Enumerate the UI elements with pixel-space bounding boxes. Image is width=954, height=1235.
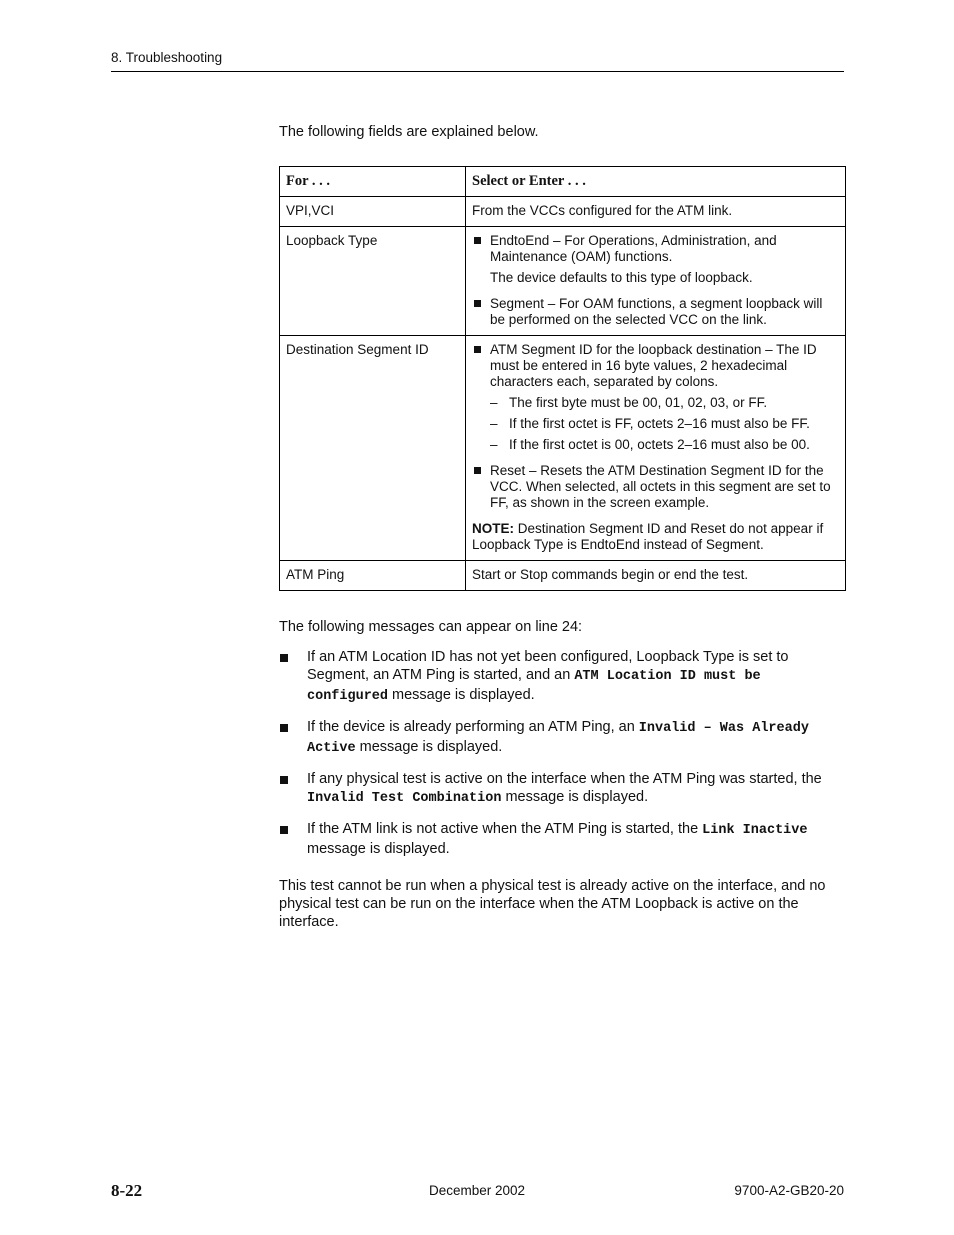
message-text: message is displayed. xyxy=(388,687,535,703)
bullet-list xyxy=(472,233,839,328)
message-code: ATM Location ID must be configured xyxy=(307,669,761,704)
square-bullet-icon xyxy=(280,724,288,732)
note-label: NOTE: xyxy=(472,521,514,536)
dash-item-text: If the first octet is FF, octets 2–16 must also be FF. xyxy=(509,416,810,431)
document-number: 9700-A2-GB20-20 xyxy=(734,1183,844,1198)
field-name: Destination Segment ID xyxy=(280,336,466,561)
dash-bullet-icon: – xyxy=(490,416,498,431)
message-text: If the device is already performing an ATM Ping, an xyxy=(307,719,639,735)
message-text: If any physical test is active on the interface when the ATM Ping was started, the xyxy=(307,771,822,787)
message-code: Invalid Test Combination xyxy=(307,791,502,806)
field-desc: From the VCCs configured for the ATM link. xyxy=(466,197,846,227)
dash-bullet-icon: – xyxy=(490,395,498,410)
col-header-select: Select or Enter . . . xyxy=(466,167,846,197)
note-text: Destination Segment ID and Reset do not appear if Loopback Type is EndtoEnd instead of Segment. xyxy=(472,521,824,552)
message-text: message is displayed. xyxy=(501,789,649,805)
table-row xyxy=(280,561,846,591)
message-item xyxy=(279,718,844,758)
fields-table xyxy=(279,166,846,591)
message-code: Link Inactive xyxy=(702,823,808,838)
field-desc: Start or Stop commands begin or end the test. xyxy=(466,561,846,591)
dash-item-text: The first byte must be 00, 01, 02, 03, or FF. xyxy=(509,395,768,410)
dash-list xyxy=(490,395,839,453)
note xyxy=(472,521,839,553)
dash-bullet-icon: – xyxy=(490,437,498,452)
message-item xyxy=(279,770,844,808)
square-bullet-icon xyxy=(474,237,481,244)
running-header xyxy=(111,50,844,72)
field-name: Loopback Type xyxy=(280,227,466,336)
item-text: EndtoEnd – For Operations, Administration, and Maintenance (OAM) functions. xyxy=(490,233,777,264)
list-item xyxy=(472,296,839,328)
list-item xyxy=(472,233,839,286)
message-text: If an ATM Location ID has not yet been configured, Loopback Type is set to Segment, an ATM Ping is started, and an xyxy=(307,649,789,683)
section-title: 8. Troubleshooting xyxy=(111,50,223,65)
footer-date: December 2002 xyxy=(429,1183,526,1198)
square-bullet-icon xyxy=(474,300,481,307)
message-item xyxy=(279,820,844,858)
square-bullet-icon xyxy=(474,467,481,474)
field-desc xyxy=(466,227,846,336)
dash-item-text: If the first octet is 00, octets 2–16 must also be 00. xyxy=(509,437,810,452)
dash-item xyxy=(490,437,839,453)
intro-text: The following fields are explained below. xyxy=(279,124,539,140)
messages-list xyxy=(279,648,844,870)
dash-item xyxy=(490,416,839,432)
col-header-for: For . . . xyxy=(280,167,466,197)
field-name: ATM Ping xyxy=(280,561,466,591)
square-bullet-icon xyxy=(474,346,481,353)
item-text: ATM Segment ID for the loopback destination – The ID must be entered in 16 byte values, 2 hexadecimal characters each, separated by colons. xyxy=(490,342,817,389)
square-bullet-icon xyxy=(280,826,288,834)
square-bullet-icon xyxy=(280,654,288,662)
table-row xyxy=(280,227,846,336)
dash-item xyxy=(490,395,839,411)
table-row xyxy=(280,197,846,227)
field-name: VPI,VCI xyxy=(280,197,466,227)
messages-intro: The following messages can appear on line 24: xyxy=(279,619,583,635)
message-text: message is displayed. xyxy=(355,739,503,755)
page-number: 8-22 xyxy=(111,1181,143,1200)
list-item xyxy=(472,342,839,453)
closing-paragraph: This test cannot be run when a physical test is already active on the interface, and no physical test can be run on the interface when the ATM Loopback is active on the interface. xyxy=(279,878,826,930)
square-bullet-icon xyxy=(280,776,288,784)
table-row xyxy=(280,336,846,561)
table-header-row xyxy=(280,167,846,197)
message-text: If the ATM link is not active when the ATM Ping is started, the xyxy=(307,821,703,837)
list-item xyxy=(472,463,839,511)
field-desc xyxy=(466,336,846,561)
item-text: Reset – Resets the ATM Destination Segment ID for the VCC. When selected, all octets in this segment are set to FF, as shown in the screen example. xyxy=(490,463,831,510)
message-code: Invalid – Was Already Active xyxy=(307,721,809,756)
message-item xyxy=(279,648,844,706)
item-text: Segment – For OAM functions, a segment loopback will be performed on the selected VCC on the link. xyxy=(490,296,823,327)
item-subtext: The device defaults to this type of loopback. xyxy=(490,270,753,285)
bullet-list xyxy=(472,342,839,511)
message-text: message is displayed. xyxy=(307,841,450,857)
